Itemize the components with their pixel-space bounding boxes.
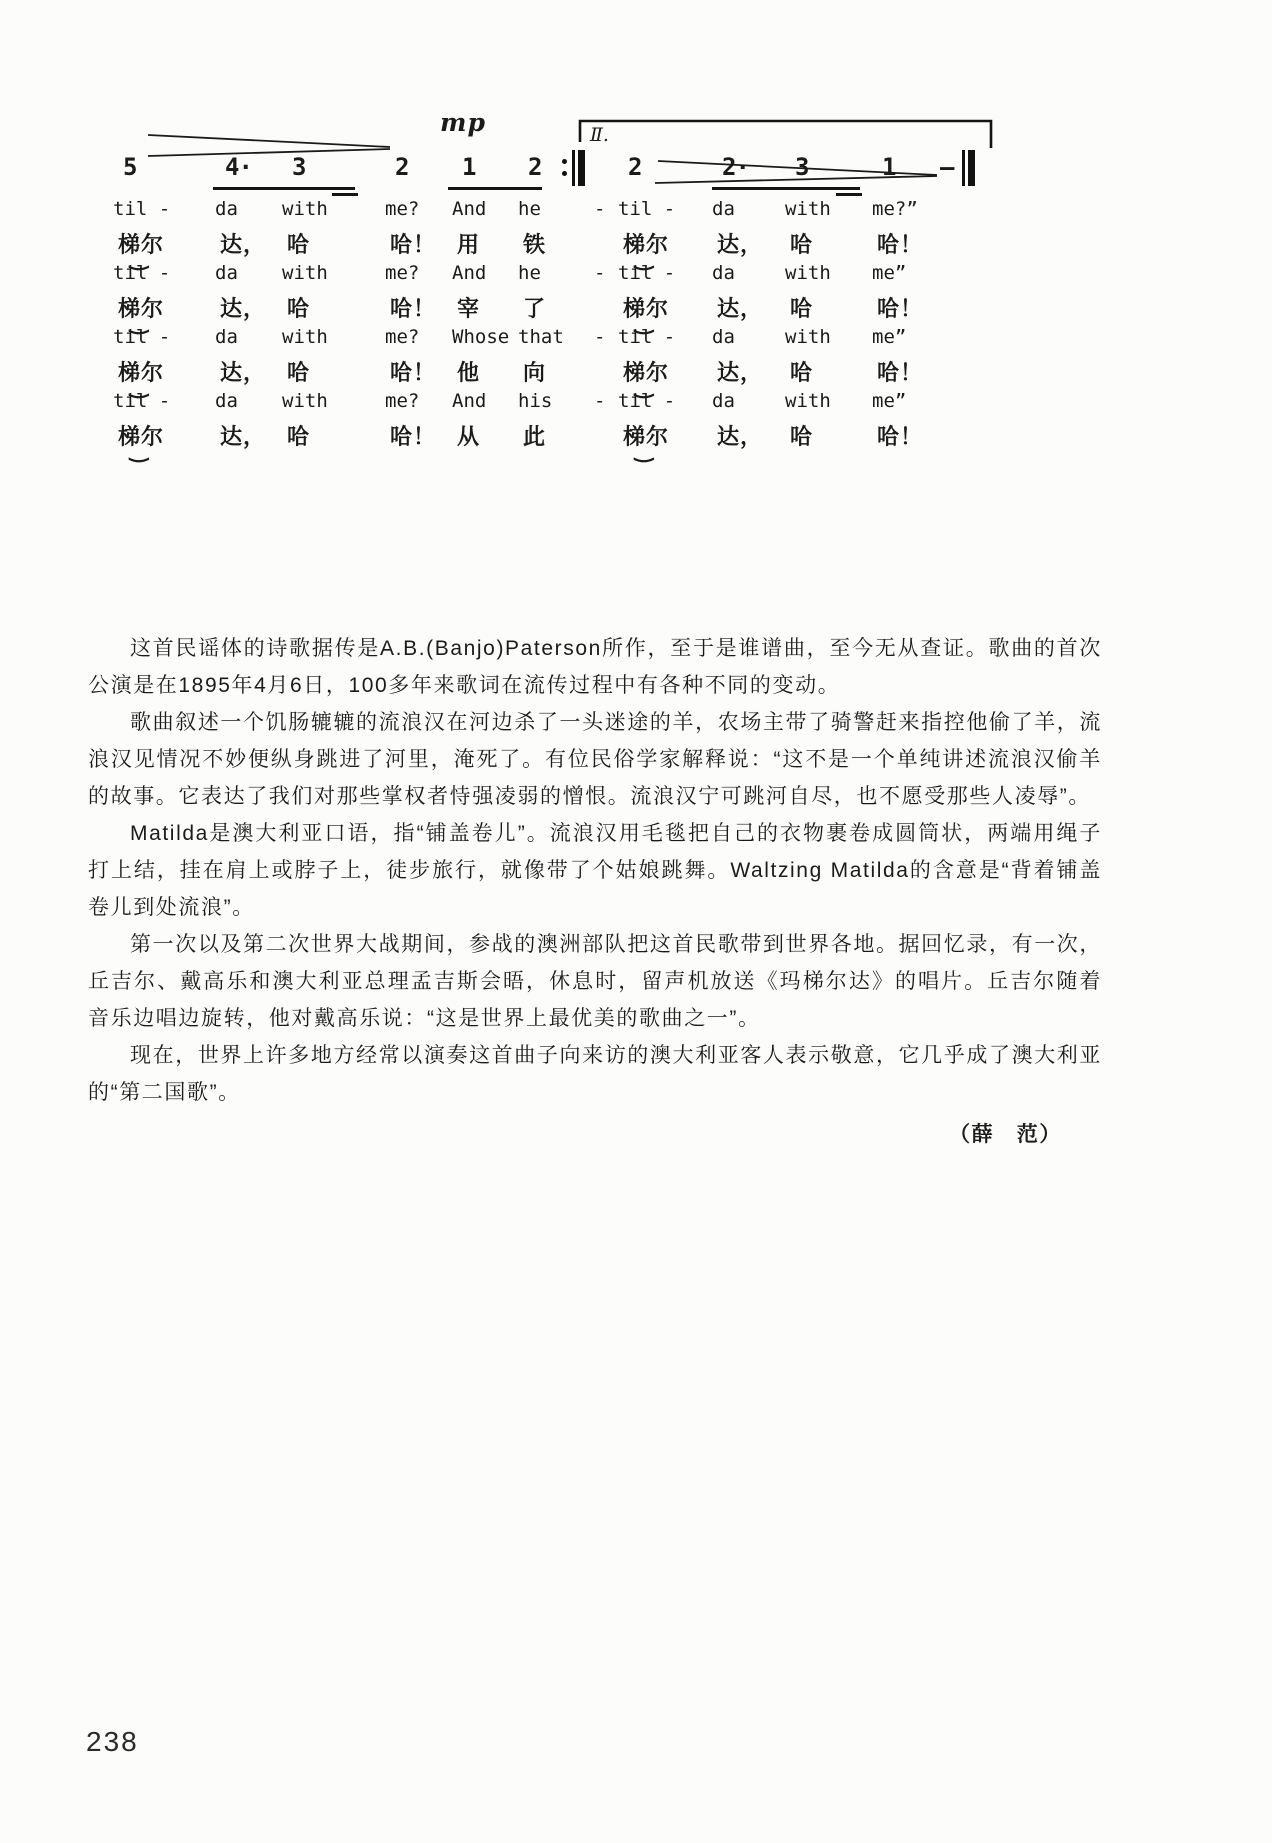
lyric-cell-zh: 此 bbox=[523, 424, 547, 449]
lyric-cell-en: da bbox=[712, 198, 735, 220]
lyric-cell-zh: 哈！ bbox=[390, 296, 437, 321]
lyric-cell-en: da bbox=[215, 326, 238, 348]
lyric-cell-en: til - bbox=[618, 262, 676, 284]
lyric-cell-en: til - bbox=[618, 326, 676, 348]
lyric-cell-zh: 哈！ bbox=[877, 360, 924, 385]
lyric-row-en bbox=[0, 262, 1272, 290]
lyric-cell-en: me” bbox=[872, 262, 907, 284]
lyric-cell-zh: 哈 bbox=[790, 296, 814, 321]
lyric-cell-zh: 梯尔 ‿ bbox=[623, 420, 669, 451]
commentary-paragraph: 现在，世界上许多地方经常以演奏这首曲子向来访的澳大利亚客人表示敬意，它几乎成了澳大利亚的“第二国歌”。 bbox=[88, 1044, 1102, 1104]
lyric-cell-en: me? bbox=[385, 262, 420, 284]
lyric-cell-zh: 梯尔 ‿ bbox=[623, 356, 669, 387]
lyric-cell-en: And bbox=[452, 262, 487, 284]
lyric-cell-en: da bbox=[215, 198, 238, 220]
lyric-cell-en: til - bbox=[113, 262, 171, 284]
lyric-cell-zh: 哈！ bbox=[390, 360, 437, 385]
second-ending-bracket-icon bbox=[580, 121, 991, 148]
lyric-cell-zh: 宰 bbox=[457, 296, 481, 321]
lyric-cell-zh: 达， bbox=[717, 424, 764, 449]
lyric-cell-zh: 向 bbox=[523, 360, 547, 385]
note-number: 2 bbox=[395, 153, 409, 181]
lyric-cell-en: he bbox=[518, 262, 541, 284]
lyric-cell-zh: 哈 bbox=[790, 360, 814, 385]
lyric-cell-en: da bbox=[712, 262, 735, 284]
lyric-cell-zh: 达， bbox=[220, 360, 267, 385]
lyric-cell-en: me? bbox=[385, 390, 420, 412]
lyric-cell-en: that bbox=[518, 326, 564, 348]
final-barline-icon bbox=[962, 150, 976, 186]
lyric-cell-en: da bbox=[712, 390, 735, 412]
lyric-cell-zh: 达， bbox=[220, 232, 267, 257]
volta-label: Ⅱ. bbox=[590, 124, 609, 146]
lyric-cell-en: Whose bbox=[452, 326, 510, 348]
lyric-cell-zh: 哈！ bbox=[877, 296, 924, 321]
lyric-row-zh bbox=[0, 292, 1272, 320]
lyric-cell-en: And bbox=[452, 390, 487, 412]
beam-line bbox=[712, 187, 860, 190]
commentary-paragraph: 第一次以及第二次世界大战期间，参战的澳洲部队把这首民歌带到世界各地。据回忆录，有一次，丘吉尔、戴高乐和澳大利亚总理孟吉斯会晤，休息时，留声机放送《玛梯尔达》的唱片。丘吉尔随着音乐边唱边旋转，他对戴高乐说：“这是世界上最优美的歌曲之一”。 bbox=[88, 933, 1102, 1030]
lyric-cell-zh: 哈！ bbox=[877, 424, 924, 449]
lyric-cell-zh: 梯尔 ‿ bbox=[623, 292, 669, 323]
lyric-cell-zh: 达， bbox=[717, 232, 764, 257]
lyric-cell-en: with bbox=[282, 198, 328, 220]
lyric-cell-en: da bbox=[215, 262, 238, 284]
lyric-cell-zh: 哈 bbox=[287, 424, 311, 449]
note-number: 1 bbox=[882, 153, 896, 181]
dynamic-marking: mp bbox=[440, 108, 486, 137]
lyric-cell-en: til - bbox=[618, 198, 676, 220]
lyric-cell-zh: 梯尔 ‿ bbox=[623, 228, 669, 259]
note-number: — bbox=[940, 153, 954, 181]
commentary-paragraph: 这首民谣体的诗歌据传是A.B.(Banjo)Paterson所作，至于是谁谱曲，至今无从查证。歌曲的首次公演是在1895年4月6日，100多年来歌词在流传过程中有各种不同的变动。 bbox=[88, 637, 1102, 697]
lyric-cell-zh: 哈！ bbox=[390, 232, 437, 257]
lyric-cell-en: da bbox=[712, 326, 735, 348]
commentary-paragraph: 歌曲叙述一个饥肠辘辘的流浪汉在河边杀了一头迷途的羊，农场主带了骑警赶来指控他偷了羊，流浪汉见情况不妙便纵身跳进了河里，淹死了。有位民俗学家解释说：“这不是一个单纯讲述流浪汉偷羊的故事。它表达了我们对那些掌权者恃强凌弱的憎恨。流浪汉宁可跳河自尽，也不愿受那些人凌辱”。 bbox=[88, 711, 1102, 808]
lyric-cell-en: - bbox=[594, 326, 606, 348]
page-number: 238 bbox=[86, 1726, 139, 1757]
lyric-row-zh bbox=[0, 228, 1272, 256]
lyric-cell-zh: 哈！ bbox=[877, 232, 924, 257]
lyric-cell-zh: 铁 bbox=[523, 232, 547, 257]
lyric-cell-en: - bbox=[594, 262, 606, 284]
lyric-cell-zh: 梯尔 ‿ bbox=[118, 228, 164, 259]
lyric-cell-zh: 哈 bbox=[287, 232, 311, 257]
lyric-cell-zh: 他 bbox=[457, 360, 481, 385]
note-number: 2 bbox=[628, 153, 642, 181]
lyric-cell-zh: 哈！ bbox=[390, 424, 437, 449]
note-number: 4· bbox=[225, 153, 252, 181]
note-number: 2· bbox=[722, 153, 749, 181]
lyric-cell-zh: 哈 bbox=[287, 296, 311, 321]
lyric-row-en bbox=[0, 390, 1272, 418]
commentary-paragraph: Matilda是澳大利亚口语，指“铺盖卷儿”。流浪汉用毛毯把自己的衣物裹卷成圆筒状，两端用绳子打上结，挂在肩上或脖子上，徒步旅行，就像带了个姑娘跳舞。Waltzing Matilda的含意是“背着铺盖卷儿到处流浪”。 bbox=[88, 822, 1102, 919]
beam-line bbox=[448, 187, 542, 190]
lyric-cell-zh: 哈 bbox=[790, 424, 814, 449]
lyric-cell-en: with bbox=[282, 326, 328, 348]
lyric-cell-en: me?” bbox=[872, 198, 918, 220]
lyric-cell-en: til - bbox=[113, 326, 171, 348]
commentary-section bbox=[88, 630, 1102, 1153]
lyric-cell-zh: 梯尔 ‿ bbox=[118, 420, 164, 451]
lyric-cell-en: - bbox=[594, 198, 606, 220]
note-number: 3 bbox=[795, 153, 809, 181]
score-section bbox=[0, 0, 1272, 470]
lyric-cell-zh: 从 bbox=[457, 424, 481, 449]
note-number: 1 bbox=[462, 153, 476, 181]
lyric-row-zh bbox=[0, 420, 1272, 448]
sixteenth-beam-line bbox=[836, 193, 862, 196]
notes-row bbox=[0, 153, 1272, 183]
lyric-row-en bbox=[0, 198, 1272, 226]
repeat-barline-icon bbox=[562, 150, 588, 186]
lyric-cell-zh: 哈 bbox=[287, 360, 311, 385]
lyric-cell-zh: 用 bbox=[457, 232, 481, 257]
lyric-cell-en: And bbox=[452, 198, 487, 220]
lyric-cell-zh: 达， bbox=[717, 360, 764, 385]
sixteenth-beam-line bbox=[332, 193, 358, 196]
lyric-cell-en: til - bbox=[113, 198, 171, 220]
lyric-cell-en: me” bbox=[872, 326, 907, 348]
lyric-cell-en: - bbox=[594, 390, 606, 412]
score-decorations bbox=[0, 0, 1272, 220]
lyric-cell-zh: 了 bbox=[523, 296, 547, 321]
lyric-cell-zh: 达， bbox=[717, 296, 764, 321]
lyric-cell-en: with bbox=[785, 390, 831, 412]
lyric-cell-en: with bbox=[785, 262, 831, 284]
lyric-cell-en: til - bbox=[113, 390, 171, 412]
note-number: 2 bbox=[528, 153, 542, 181]
lyric-cell-en: his bbox=[518, 390, 553, 412]
lyric-cell-zh: 梯尔 ‿ bbox=[118, 292, 164, 323]
lyric-cell-en: he bbox=[518, 198, 541, 220]
lyric-cell-en: da bbox=[215, 390, 238, 412]
lyric-cell-en: with bbox=[282, 390, 328, 412]
lyric-cell-zh: 达， bbox=[220, 424, 267, 449]
lyric-cell-zh: 梯尔 ‿ bbox=[118, 356, 164, 387]
translator-attribution: （薛 范） bbox=[949, 1123, 1062, 1146]
lyric-row-zh bbox=[0, 356, 1272, 384]
lyric-cell-en: til - bbox=[618, 390, 676, 412]
lyric-cell-zh: 哈 bbox=[790, 232, 814, 257]
lyric-cell-en: with bbox=[785, 198, 831, 220]
lyric-cell-en: with bbox=[282, 262, 328, 284]
lyric-cell-en: with bbox=[785, 326, 831, 348]
lyric-cell-en: me” bbox=[872, 390, 907, 412]
lyric-cell-en: me? bbox=[385, 198, 420, 220]
lyric-row-en bbox=[0, 326, 1272, 354]
note-number: 3 bbox=[292, 153, 306, 181]
lyric-cell-en: me? bbox=[385, 326, 420, 348]
beam-line bbox=[213, 187, 355, 190]
note-number: 5 bbox=[123, 153, 137, 181]
lyric-cell-zh: 达， bbox=[220, 296, 267, 321]
